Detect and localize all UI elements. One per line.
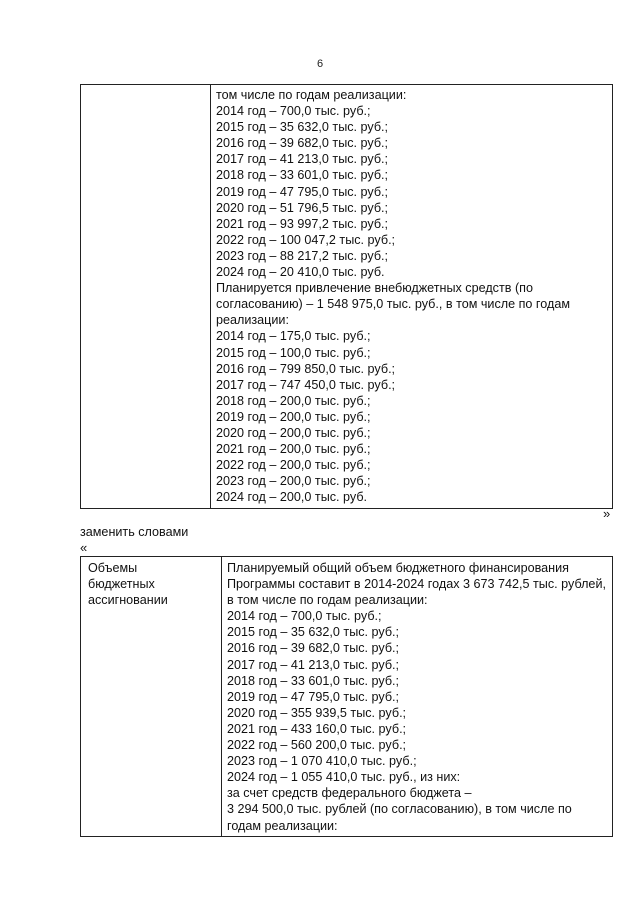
year-line: 2021 год – 93 997,2 тыс. руб.; — [216, 216, 389, 231]
year-line: 2014 год – 700,0 тыс. руб.; — [216, 104, 371, 119]
label-line: ассигновании — [88, 593, 168, 608]
intro-paragraph: Планируемый общий объем бюджетного финансирования Программы составит в 2014-2024 годах 3 673 742,5 тыс. рублей, в том числе по годам реализации: — [227, 561, 606, 608]
year-line: 2023 год – 1 070 410,0 тыс. руб.; — [227, 754, 417, 769]
year-line: 2023 год – 200,0 тыс. руб.; — [216, 474, 371, 489]
year-line: 2024 год – 20 410,0 тыс. руб. — [216, 265, 385, 280]
year-line: 2020 год – 51 796,5 тыс. руб.; — [216, 200, 389, 215]
year-line: 2021 год – 433 160,0 тыс. руб.; — [227, 721, 407, 736]
year-line: 2017 год – 41 213,0 тыс. руб.; — [227, 657, 400, 672]
year-line: 2024 год – 1 055 410,0 тыс. руб., из них: — [227, 770, 461, 785]
budget-allocations-label-cell — [81, 557, 222, 837]
extra-budget-paragraph: Планируется привлечение внебюджетных средств (по согласованию) – 1 548 975,0 тыс. руб., в том числе по годам реализации: — [216, 281, 570, 328]
budget-table-new — [80, 556, 613, 837]
year-line: 2016 год – 799 850,0 тыс. руб.; — [216, 361, 396, 376]
year-line: 2018 год – 33 601,0 тыс. руб.; — [216, 168, 389, 183]
year-line: 2022 год – 100 047,2 тыс. руб.; — [216, 232, 396, 247]
table-right-cell — [222, 557, 613, 837]
year-line: 2014 год – 175,0 тыс. руб.; — [216, 329, 371, 344]
closing-paragraph: 3 294 500,0 тыс. рублей (по согласованию), в том числе по годам реализации: — [227, 802, 572, 833]
year-line: 2017 год – 41 213,0 тыс. руб.; — [216, 152, 389, 167]
table-right-cell — [211, 85, 613, 509]
opening-quote-mark: « — [80, 540, 88, 555]
year-line: 2021 год – 200,0 тыс. руб.; — [216, 442, 371, 457]
year-line: 2018 год – 33 601,0 тыс. руб.; — [227, 673, 400, 688]
year-line: 2015 год – 35 632,0 тыс. руб.; — [227, 625, 400, 640]
year-line: 2020 год – 200,0 тыс. руб.; — [216, 425, 371, 440]
page-number: 6 — [316, 58, 324, 70]
year-line: 2015 год – 35 632,0 тыс. руб.; — [216, 120, 389, 135]
table-left-cell — [81, 85, 211, 509]
year-line: 2020 год – 355 939,5 тыс. руб.; — [227, 705, 407, 720]
year-line: 2023 год – 88 217,2 тыс. руб.; — [216, 248, 389, 263]
closing-quote-mark: » — [603, 506, 611, 521]
label-line: бюджетных — [88, 577, 155, 592]
year-line: 2019 год – 47 795,0 тыс. руб.; — [216, 184, 389, 199]
year-line: 2022 год – 560 200,0 тыс. руб.; — [227, 738, 407, 753]
year-line: 2016 год – 39 682,0 тыс. руб.; — [216, 136, 389, 151]
year-line: 2014 год – 700,0 тыс. руб.; — [227, 609, 382, 624]
year-line: 2022 год – 200,0 тыс. руб.; — [216, 458, 371, 473]
budget-table-old — [80, 84, 613, 509]
year-line: 2016 год – 39 682,0 тыс. руб.; — [227, 641, 400, 656]
text-line: за счет средств федерального бюджета – — [227, 786, 472, 801]
year-line: 2018 год – 200,0 тыс. руб.; — [216, 393, 371, 408]
text-line: том числе по годам реализации: — [216, 88, 407, 102]
year-line: 2019 год – 47 795,0 тыс. руб.; — [227, 689, 400, 704]
replace-with-words-text: заменить словами — [80, 525, 189, 539]
label-line: Объемы — [88, 561, 138, 575]
year-line: 2024 год – 200,0 тыс. руб. — [216, 490, 368, 505]
year-line: 2017 год – 747 450,0 тыс. руб.; — [216, 377, 396, 392]
year-line: 2019 год – 200,0 тыс. руб.; — [216, 409, 371, 424]
year-line: 2015 год – 100,0 тыс. руб.; — [216, 345, 371, 360]
